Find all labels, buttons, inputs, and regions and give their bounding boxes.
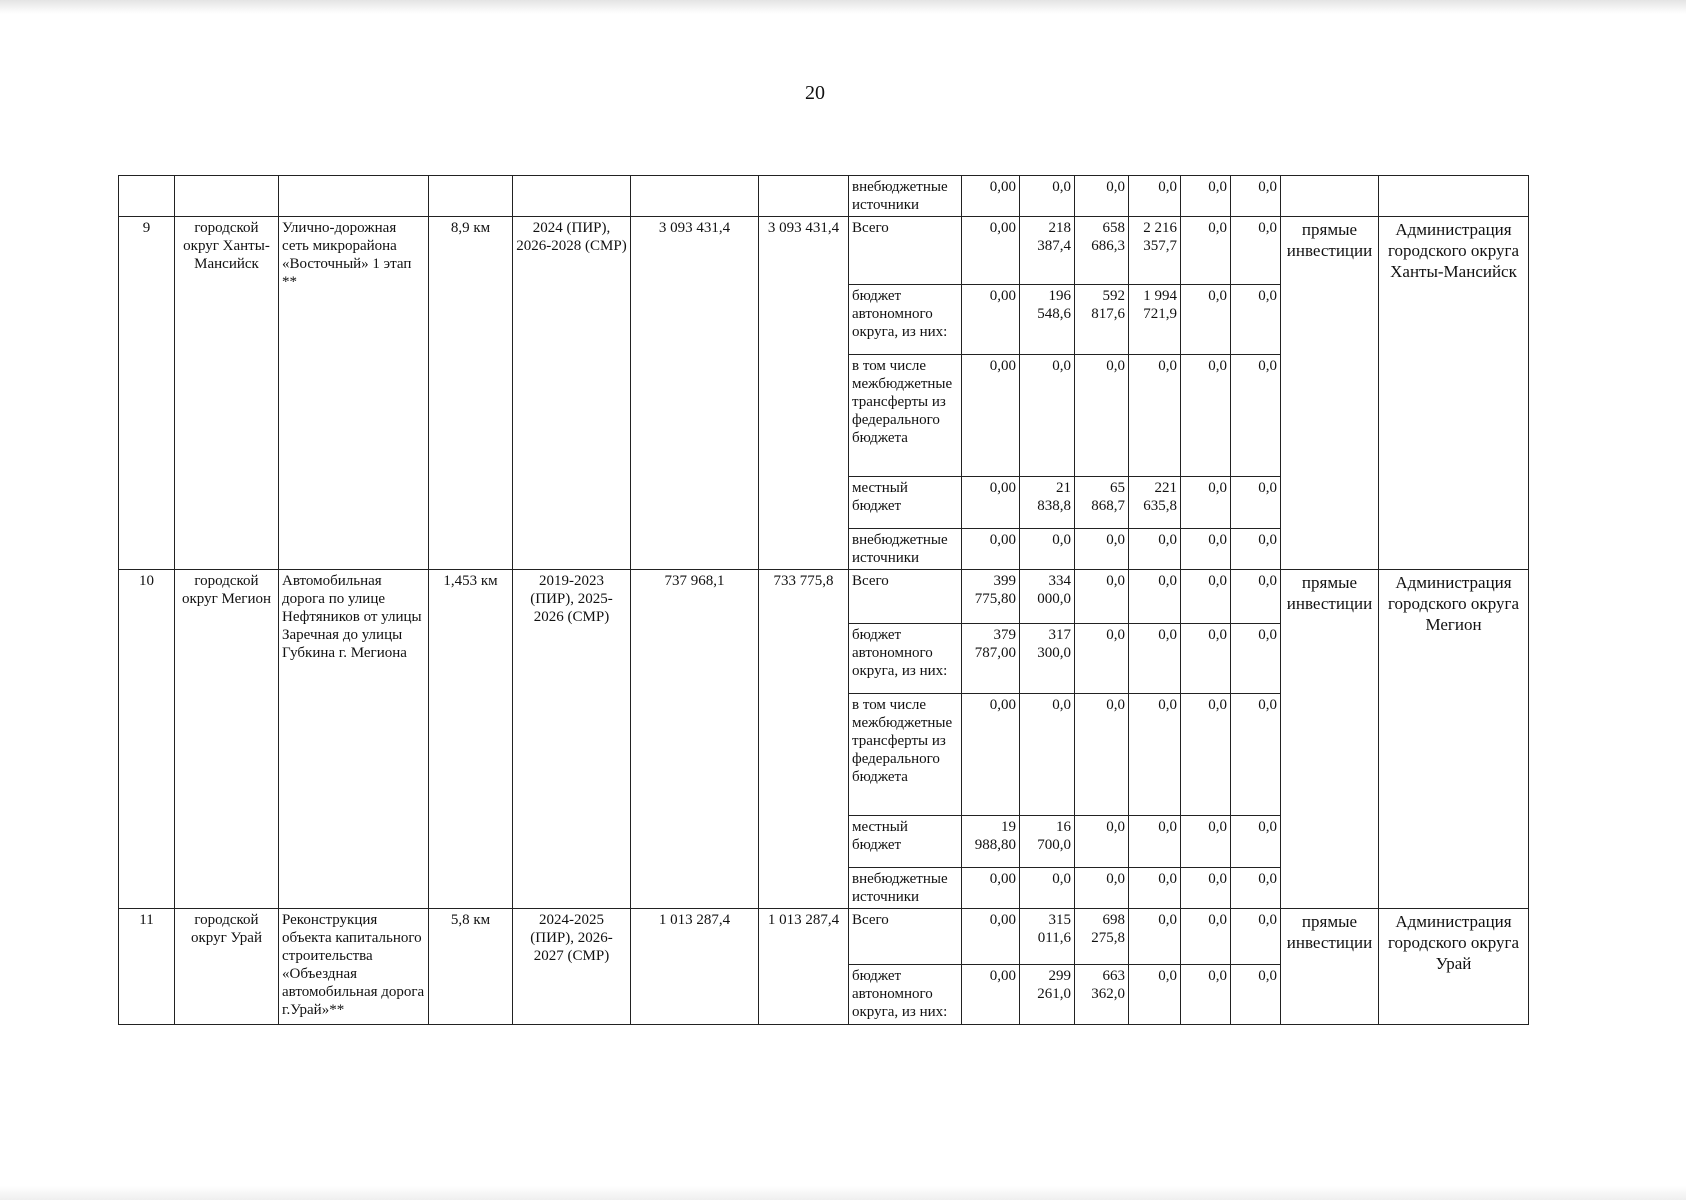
funding-source: Всего (849, 909, 962, 965)
funding-source: бюджет автономного округа, из них: (849, 285, 962, 355)
funding-value: 0,0 (1075, 694, 1129, 816)
funding-value: 0,0 (1075, 816, 1129, 868)
cost-cell (631, 176, 759, 217)
customer: Администрация городского округа Урай (1379, 909, 1529, 1025)
funding-value: 65 868,7 (1075, 477, 1129, 529)
funding-value: 0,00 (962, 176, 1020, 217)
object-name: Реконструкция объекта капитального строительства «Объездная автомобильная дорога г.Урай»** (279, 909, 429, 1025)
funding-value: 0,0 (1181, 176, 1231, 217)
object-cell (279, 176, 429, 217)
funding-value: 0,0 (1231, 217, 1281, 285)
funding-value: 16 700,0 (1020, 816, 1075, 868)
funding-value: 0,0 (1020, 176, 1075, 217)
funding-value: 0,0 (1181, 868, 1231, 909)
funding-source: Всего (849, 217, 962, 285)
funding-value: 0,0 (1231, 694, 1281, 816)
funding-value: 0,0 (1231, 909, 1281, 965)
table-row (119, 570, 1529, 624)
funding-value: 299 261,0 (1020, 965, 1075, 1025)
funding-value: 317 300,0 (1020, 624, 1075, 694)
funding-value: 658 686,3 (1075, 217, 1129, 285)
mechanism-cell (1281, 176, 1379, 217)
funding-value: 0,0 (1075, 570, 1129, 624)
funding-value: 315 011,6 (1020, 909, 1075, 965)
funding-source: бюджет автономного округа, из них: (849, 624, 962, 694)
funding-value: 0,00 (962, 529, 1020, 570)
funding-value: 0,0 (1129, 570, 1181, 624)
funding-value: 0,0 (1129, 909, 1181, 965)
customer: Администрация городского округа Мегион (1379, 570, 1529, 909)
funding-value: 0,0 (1075, 529, 1129, 570)
funding-value: 0,0 (1020, 355, 1075, 477)
funding-value: 2 216 357,7 (1129, 217, 1181, 285)
funding-value: 0,00 (962, 355, 1020, 477)
funding-value: 0,0 (1181, 217, 1231, 285)
funding-source: внебюджетные источники (849, 868, 962, 909)
funding-value: 0,0 (1075, 176, 1129, 217)
investment-table (118, 175, 1529, 1025)
funding-source: внебюджетные источники (849, 176, 962, 217)
funding-value: 399 775,80 (962, 570, 1020, 624)
funding-source: в том числе межбюджетные трансферты из федерального бюджета (849, 355, 962, 477)
object-name: Автомобильная дорога по улице Нефтяников от улицы Заречная до улицы Губкина г. Мегиона (279, 570, 429, 909)
table-row (119, 176, 1529, 217)
funding-value: 19 988,80 (962, 816, 1020, 868)
funding-value: 0,0 (1231, 570, 1281, 624)
funding-value: 21 838,8 (1020, 477, 1075, 529)
funding-value: 0,0 (1129, 176, 1181, 217)
funding-value: 0,0 (1181, 624, 1231, 694)
estimated-cost: 3 093 431,4 (631, 217, 759, 570)
funding-source: бюджет автономного округа, из них: (849, 965, 962, 1025)
period: 2024-2025 (ПИР), 2026-2027 (СМР) (513, 909, 631, 1025)
funding-value: 0,0 (1129, 529, 1181, 570)
funding-value: 0,0 (1075, 355, 1129, 477)
funding-source: внебюджетные источники (849, 529, 962, 570)
funding-source: местный бюджет (849, 816, 962, 868)
remaining-cell (759, 176, 849, 217)
funding-value: 0,0 (1181, 909, 1231, 965)
mechanism: прямые инвестиции (1281, 570, 1379, 909)
funding-value: 218 387,4 (1020, 217, 1075, 285)
funding-value: 0,0 (1231, 355, 1281, 477)
capacity: 1,453 км (429, 570, 513, 909)
customer-cell (1379, 176, 1529, 217)
customer: Администрация городского округа Ханты-Мансийск (1379, 217, 1529, 570)
funding-value: 0,00 (962, 694, 1020, 816)
page-number: 20 (805, 82, 825, 104)
funding-value: 0,0 (1231, 868, 1281, 909)
capacity: 8,9 км (429, 217, 513, 570)
scan-edge-top (0, 0, 1686, 14)
estimated-cost: 1 013 287,4 (631, 909, 759, 1025)
funding-value: 0,0 (1231, 176, 1281, 217)
row-number: 9 (119, 217, 175, 570)
funding-source: в том числе межбюджетные трансферты из федерального бюджета (849, 694, 962, 816)
funding-value: 0,0 (1020, 529, 1075, 570)
funding-value: 0,0 (1231, 624, 1281, 694)
row-num-cell (119, 176, 175, 217)
funding-value: 0,0 (1231, 965, 1281, 1025)
funding-value: 0,0 (1181, 694, 1231, 816)
funding-value: 0,00 (962, 285, 1020, 355)
funding-value: 0,0 (1231, 477, 1281, 529)
funding-value: 0,0 (1231, 816, 1281, 868)
funding-value: 0,0 (1181, 355, 1231, 477)
remaining-cost: 3 093 431,4 (759, 217, 849, 570)
funding-value: 0,0 (1231, 285, 1281, 355)
funding-value: 0,00 (962, 909, 1020, 965)
funding-value: 0,0 (1129, 816, 1181, 868)
funding-value: 0,0 (1075, 868, 1129, 909)
funding-value: 698 275,8 (1075, 909, 1129, 965)
funding-value: 221 635,8 (1129, 477, 1181, 529)
remaining-cost: 733 775,8 (759, 570, 849, 909)
funding-value: 663 362,0 (1075, 965, 1129, 1025)
mechanism: прямые инвестиции (1281, 909, 1379, 1025)
object-name: Улично-дорожная сеть микрорайона «Восточный» 1 этап ** (279, 217, 429, 570)
funding-value: 0,00 (962, 868, 1020, 909)
funding-value: 0,0 (1181, 477, 1231, 529)
funding-value: 0,0 (1181, 570, 1231, 624)
estimated-cost: 737 968,1 (631, 570, 759, 909)
funding-value: 0,0 (1181, 816, 1231, 868)
funding-value: 0,00 (962, 965, 1020, 1025)
funding-value: 379 787,00 (962, 624, 1020, 694)
municipality: городской округ Мегион (175, 570, 279, 909)
funding-value: 196 548,6 (1020, 285, 1075, 355)
mechanism: прямые инвестиции (1281, 217, 1379, 570)
funding-value: 0,00 (962, 217, 1020, 285)
funding-value: 1 994 721,9 (1129, 285, 1181, 355)
funding-value: 0,0 (1181, 965, 1231, 1025)
funding-value: 0,0 (1129, 868, 1181, 909)
funding-value: 0,0 (1181, 285, 1231, 355)
period-cell (513, 176, 631, 217)
funding-value: 0,0 (1129, 965, 1181, 1025)
funding-value: 0,0 (1075, 624, 1129, 694)
municipality: городской округ Ханты-Мансийск (175, 217, 279, 570)
funding-value: 0,0 (1020, 868, 1075, 909)
municipality: городской округ Урай (175, 909, 279, 1025)
capacity: 5,8 км (429, 909, 513, 1025)
period: 2019-2023 (ПИР), 2025-2026 (СМР) (513, 570, 631, 909)
funding-value: 592 817,6 (1075, 285, 1129, 355)
capacity-cell (429, 176, 513, 217)
funding-value: 0,0 (1181, 529, 1231, 570)
municipality-cell (175, 176, 279, 217)
funding-value: 0,0 (1129, 355, 1181, 477)
funding-value: 0,0 (1129, 694, 1181, 816)
row-number: 10 (119, 570, 175, 909)
funding-value: 0,0 (1020, 694, 1075, 816)
funding-value: 0,0 (1231, 529, 1281, 570)
funding-source: Всего (849, 570, 962, 624)
remaining-cost: 1 013 287,4 (759, 909, 849, 1025)
funding-value: 0,00 (962, 477, 1020, 529)
funding-value: 0,0 (1129, 624, 1181, 694)
period: 2024 (ПИР), 2026-2028 (СМР) (513, 217, 631, 570)
scan-edge-bottom (0, 1186, 1686, 1200)
table-row (119, 909, 1529, 965)
table-row (119, 217, 1529, 285)
row-number: 11 (119, 909, 175, 1025)
funding-source: местный бюджет (849, 477, 962, 529)
funding-value: 334 000,0 (1020, 570, 1075, 624)
